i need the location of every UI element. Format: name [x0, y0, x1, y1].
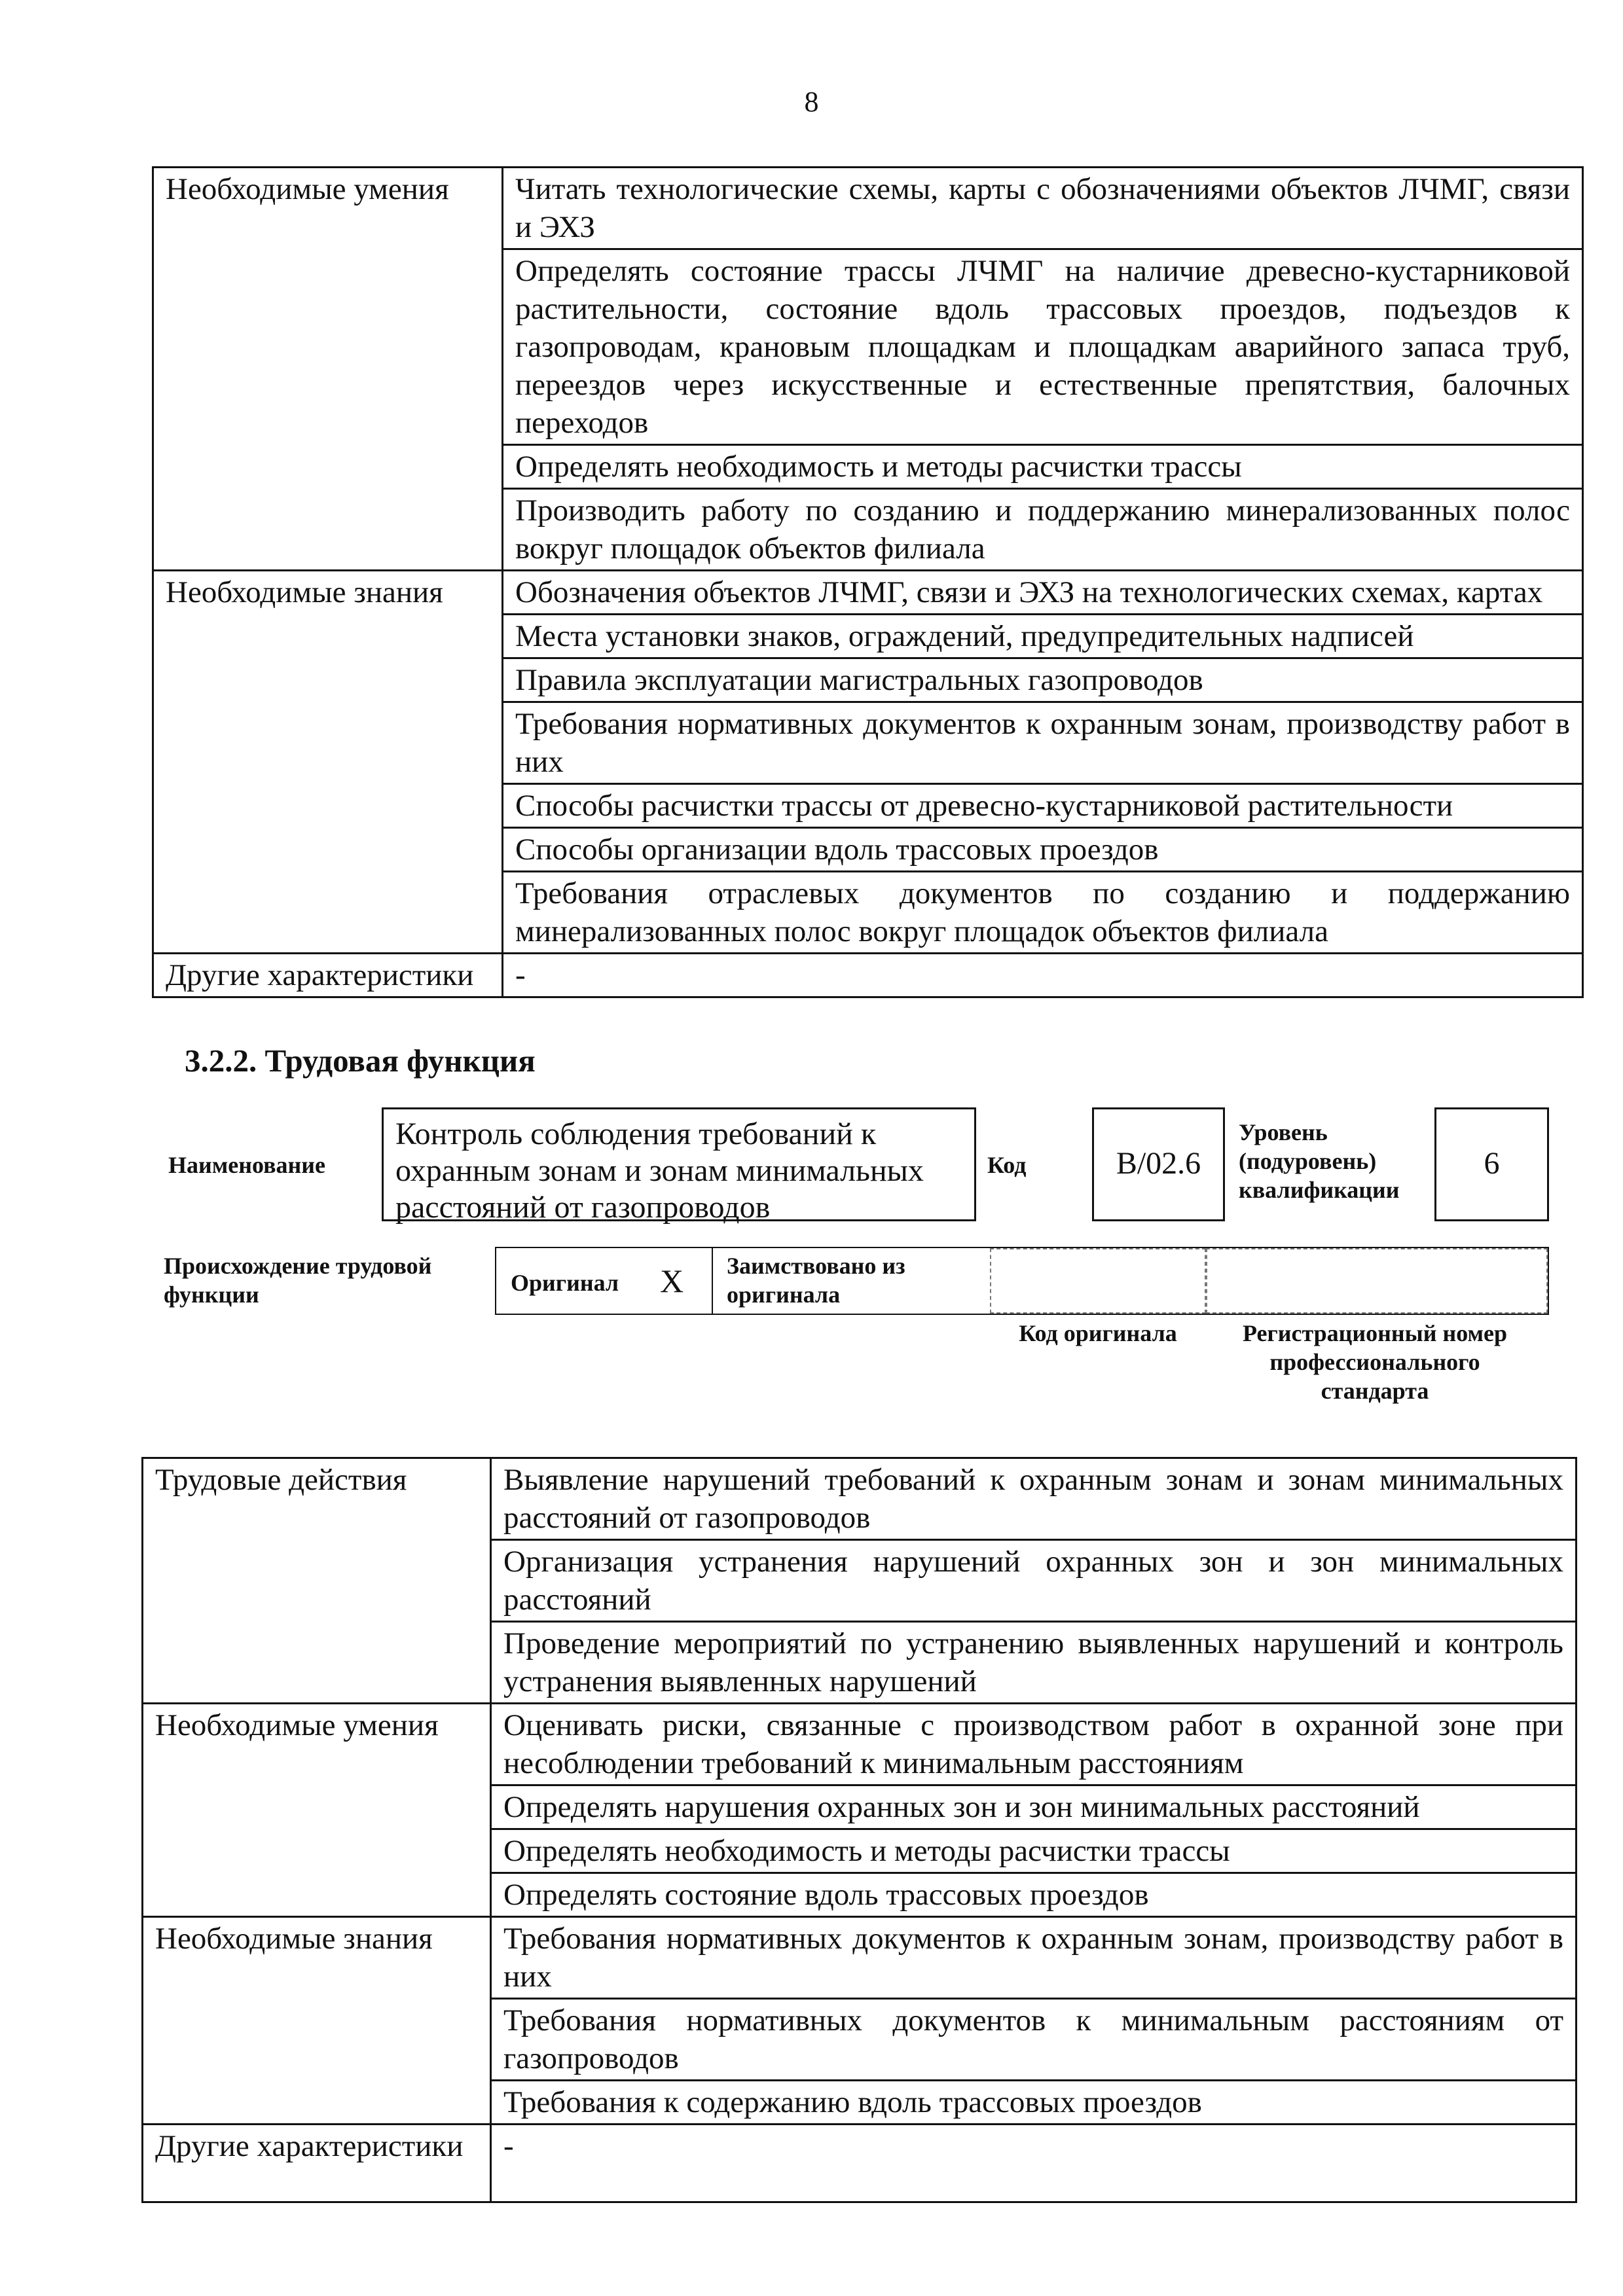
row-label-actions: Трудовые действия — [143, 1458, 491, 1704]
level-value: 6 — [1484, 1146, 1500, 1181]
skill-item: Определять нарушения охранных зон и зон минимальных расстояний — [491, 1785, 1577, 1829]
row-label-other: Другие характеристики — [143, 2125, 491, 2202]
skill-item: Определять состояние вдоль трассовых проездов — [491, 1873, 1577, 1917]
original-mark: X — [660, 1263, 684, 1299]
knowledge-item: Требования к содержанию вдоль трассовых проездов — [491, 2081, 1577, 2125]
row-label-skills: Необходимые умения — [153, 168, 503, 571]
row-label-knowledge: Необходимые знания — [153, 571, 503, 954]
knowledge-item: Обозначения объектов ЛЧМГ, связи и ЭХЗ на технологических схемах, картах — [503, 571, 1583, 615]
action-item: Проведение мероприятий по устранению выявленных нарушений и контроль устранения выявленных нарушений — [491, 1622, 1577, 1704]
knowledge-item: Места установки знаков, ограждений, предупредительных надписей — [503, 615, 1583, 658]
origin-divider — [712, 1247, 713, 1315]
knowledge-item: Правила эксплуатации магистральных газопроводов — [503, 658, 1583, 702]
labor-function-table — [141, 1457, 1577, 2203]
section-heading: 3.2.2. Трудовая функция — [185, 1043, 536, 1079]
code-box — [1092, 1107, 1225, 1221]
code-original-label: Код оригинала — [1019, 1320, 1177, 1346]
page-number: 8 — [804, 86, 819, 118]
knowledge-item: Требования отраслевых документов по созданию и поддержанию минерализованных полос вокруг площадок объектов филиала — [503, 872, 1583, 954]
action-item: Выявление нарушений требований к охранным зонам и зонам минимальных расстояний от газопроводов — [491, 1458, 1577, 1540]
skill-item: Оценивать риски, связанные с производством работ в охранной зоне при несоблюдении требований к минимальным расстояниям — [491, 1704, 1577, 1785]
skill-item: Определять необходимость и методы расчистки трассы — [491, 1829, 1577, 1873]
action-item: Организация устранения нарушений охранных зон и зон минимальных расстояний — [491, 1540, 1577, 1622]
skill-item: Определять необходимость и методы расчистки трассы — [503, 445, 1583, 489]
row-label-knowledge: Необходимые знания — [143, 1917, 491, 2125]
row-label-skills: Необходимые умения — [143, 1704, 491, 1917]
knowledge-item: Требования нормативных документов к охранным зонам, производству работ в них — [503, 702, 1583, 784]
knowledge-item: Требования нормативных документов к минимальным расстояниям от газопроводов — [491, 1999, 1577, 2081]
reg-number-cell — [1206, 1248, 1548, 1314]
reg-number-label: Регистрационный номер профессионального стандарта — [1242, 1320, 1508, 1404]
skill-item: Читать технологические схемы, карты с обозначениями объектов ЛЧМГ, связи и ЭХЗ — [503, 168, 1583, 249]
other-item: - — [503, 954, 1583, 997]
code-label: Код — [987, 1152, 1027, 1178]
function-name-value: Контроль соблюдения требований к охранным зонам и зонам минимальных расстояний от газопроводов — [395, 1117, 924, 1225]
top-requirements-table — [152, 166, 1584, 998]
code-value: B/02.6 — [1116, 1146, 1201, 1181]
level-label: Уровень (подуровень) квалификации — [1239, 1119, 1400, 1203]
name-label: Наименование — [168, 1152, 325, 1178]
skill-item: Определять состояние трассы ЛЧМГ на наличие древесно-кустарниковой растительности, состояние вдоль трассовых проездов, подъездов к газопроводам, крановым площадкам и площадкам аварийного запаса труб, переездов через искусственные и естественные препятствия, балочных переходов — [503, 249, 1583, 445]
row-label-other: Другие характеристики — [153, 954, 503, 997]
knowledge-item: Требования нормативных документов к охранным зонам, производству работ в них — [491, 1917, 1577, 1999]
origin-label: Происхождение трудовой функции — [164, 1253, 432, 1308]
knowledge-item: Способы организации вдоль трассовых проездов — [503, 828, 1583, 872]
level-box — [1434, 1107, 1549, 1221]
other-item: - — [491, 2125, 1577, 2202]
borrowed-label: Заимствовано из оригинала — [727, 1253, 905, 1308]
original-label: Оригинал — [511, 1270, 619, 1296]
skill-item: Производить работу по созданию и поддержанию минерализованных полос вокруг площадок объектов филиала — [503, 489, 1583, 571]
knowledge-item: Способы расчистки трассы от древесно-кустарниковой растительности — [503, 784, 1583, 828]
code-original-cell — [990, 1248, 1206, 1314]
function-name-box — [382, 1107, 976, 1225]
